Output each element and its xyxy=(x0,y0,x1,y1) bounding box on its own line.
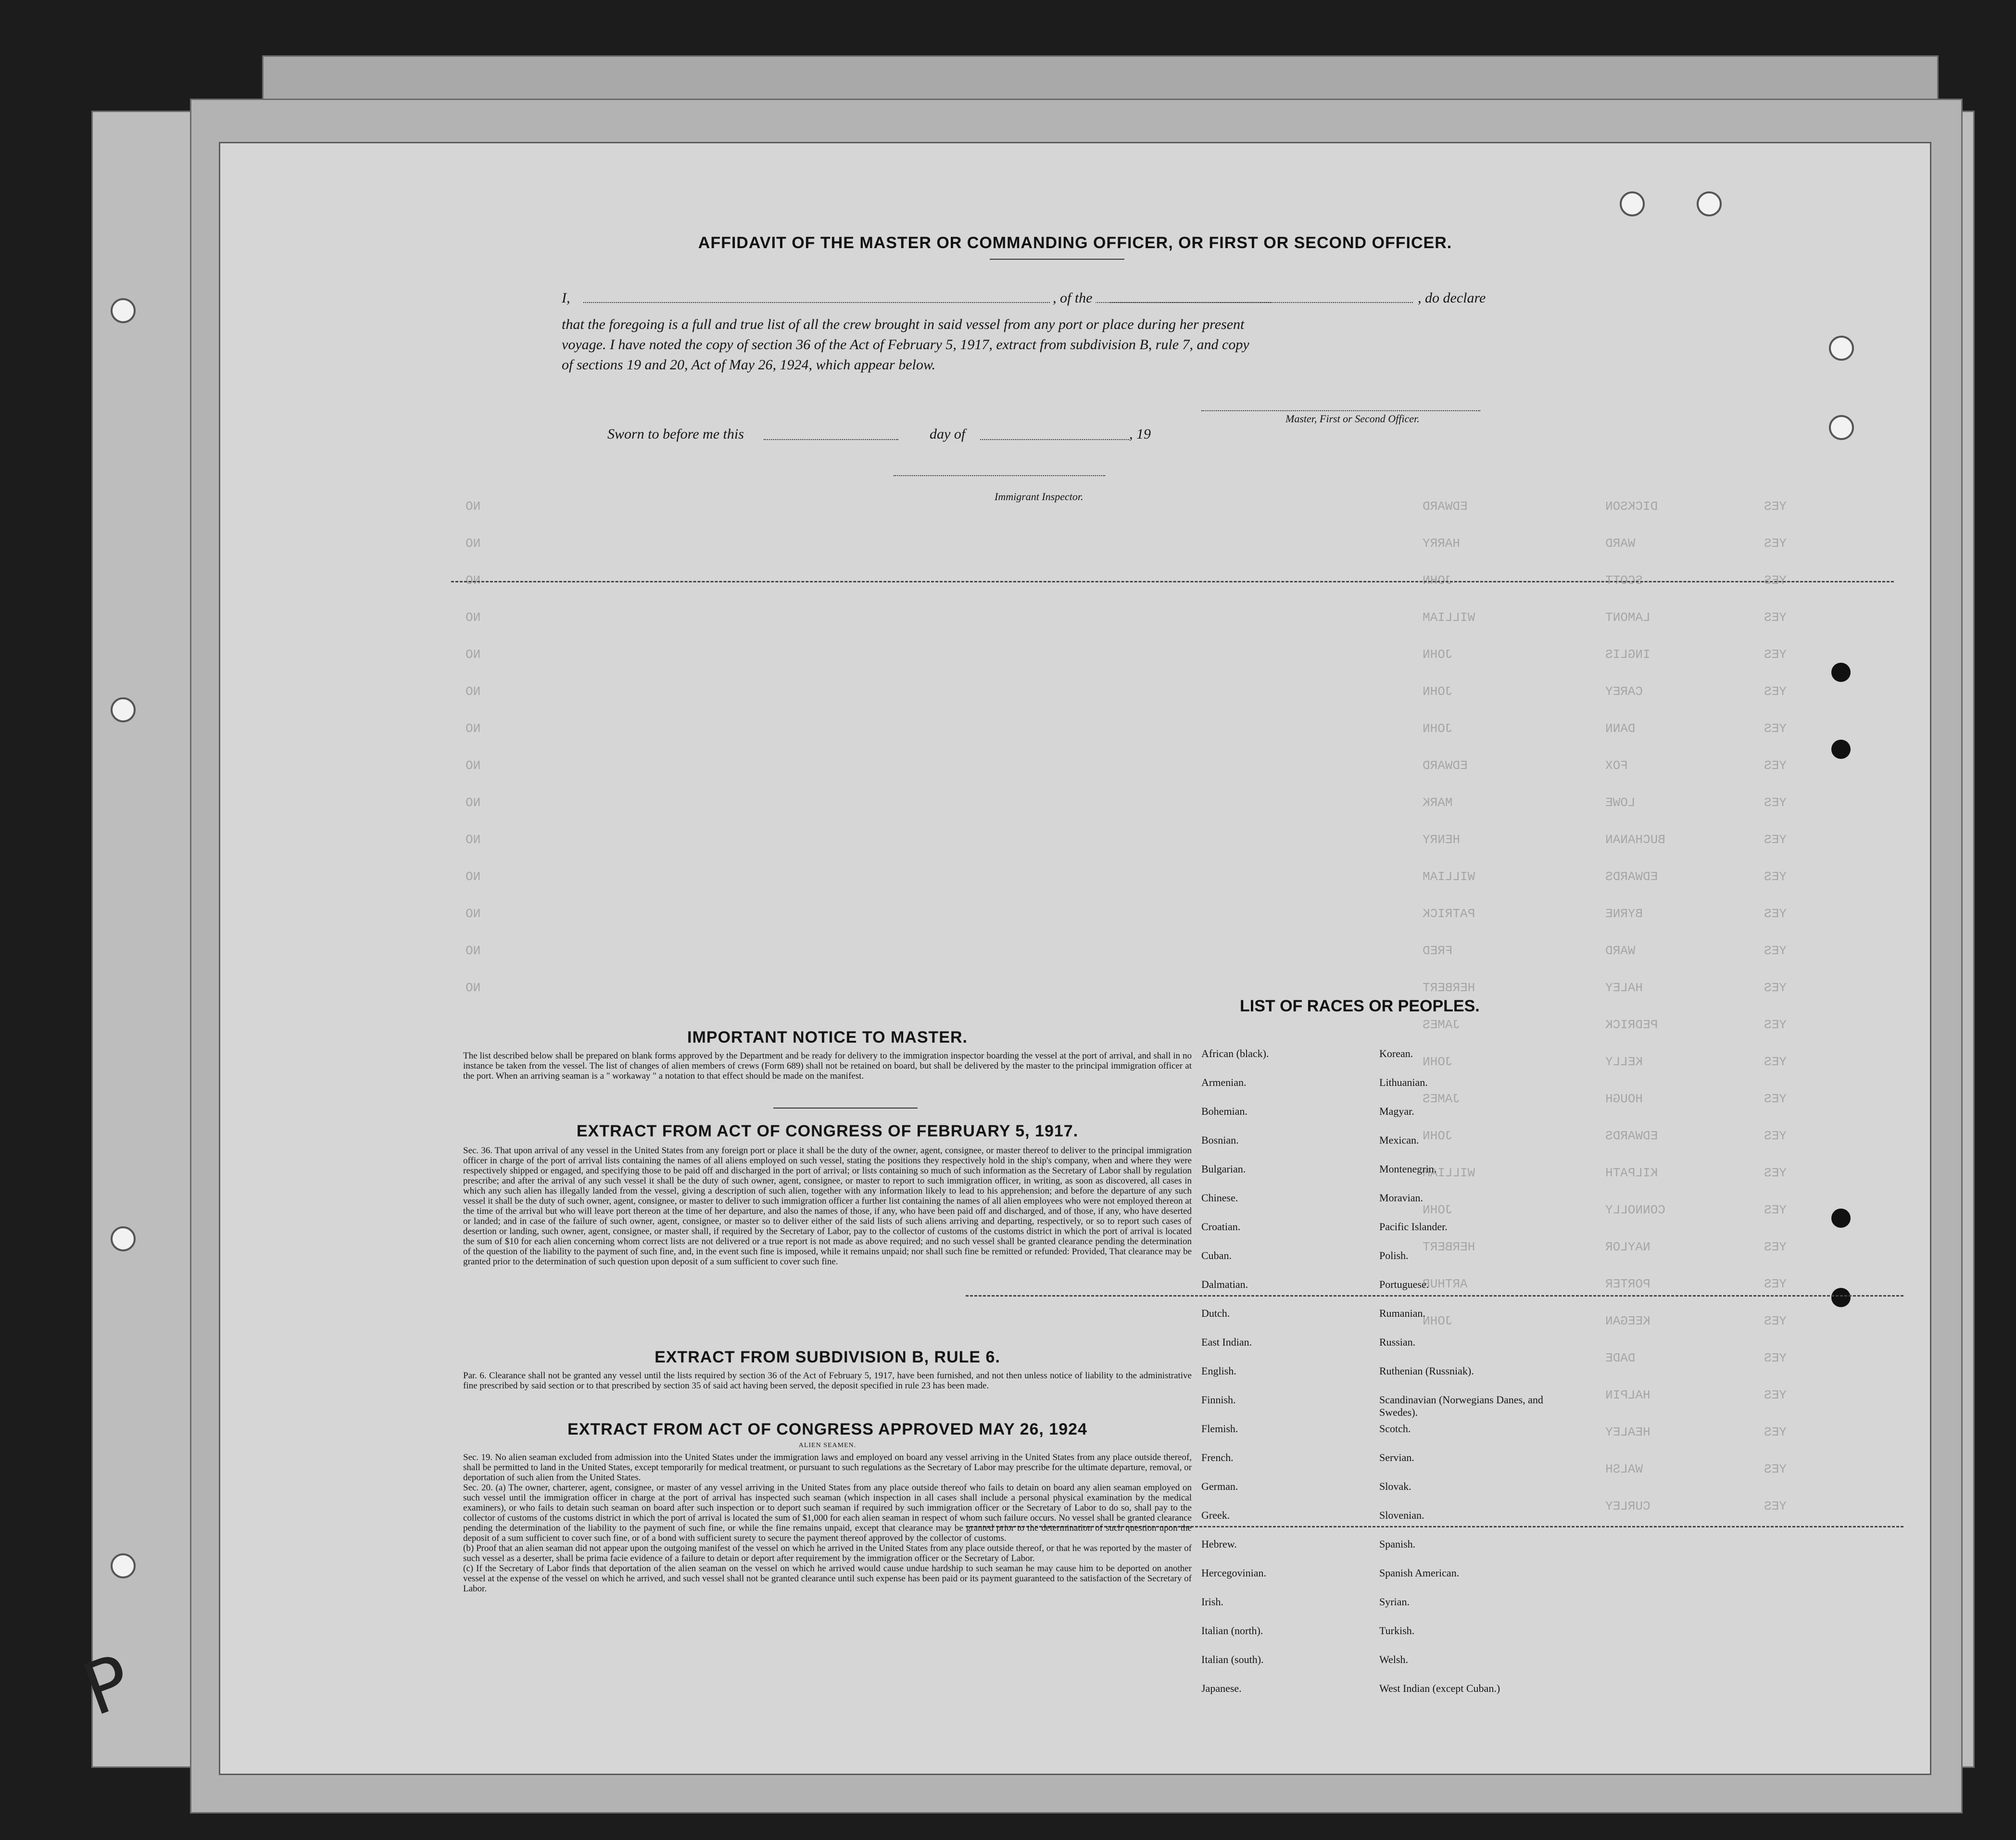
punch-hole-icon xyxy=(1829,336,1854,361)
show-through-surname: LAMONT xyxy=(1605,610,1651,625)
notice-body: The list described below shall be prepared on blank forms approved by the Department and be ready for delivery to the immigration inspector boarding the vessel at the port of arrival, and shall in no instance be taken from the vessel. The list of changes of alien members of crews (Form 689) shall not be retained on board, but shall be delivered by the master to the principal immigration officer at the port. When an arriving seaman is a " workaway " a notation to that effect should be made on the manifest. xyxy=(463,1051,1192,1081)
affidavit-title: AFFIDAVIT OF THE MASTER OR COMMANDING OFFICER, OR FIRST OR SECOND OFFICER. xyxy=(698,234,1452,252)
show-through-surname: SCOTT xyxy=(1605,573,1643,588)
show-through-no: NO xyxy=(466,832,481,847)
race-item: Flemish. xyxy=(1201,1423,1238,1435)
show-through-given: JOHN xyxy=(1423,573,1453,588)
signature-label: Master, First or Second Officer. xyxy=(1285,413,1420,425)
race-item: Rumanian. xyxy=(1379,1307,1425,1319)
sec20a-text: Sec. 20. (a) The owner, charterer, agent, consignee, or master of any vessel arriving in the United States from any place outside thereof who fails to detain on board any alien seaman employed on such vessel until the immigration officer in charge at the port of arrival has inspected such seaman (which inspection in all cases shall include a personal physical examination by the medical examiners), or who fails to detain such seaman on board after such inspection or to deport such seaman if required by such immigration officer or the Secretary of Labor to do so, shall pay to the collector of customs of the customs district in which the port of arrival is located the sum of $1,000 for each alien seaman in respect of whom such failure occurs. No vessel shall be granted clearance pending the determination of the liability to the payment of such fine, or while the fine remains unpaid, except that clearance may be granted prior to the determination of such question upon the deposit of a sum sufficient to cover such fine, or of a bond with sufficient surety to secure the payment thereof approved by the collector of customs. xyxy=(463,1483,1192,1543)
show-through-surname: EDWARDS xyxy=(1605,870,1658,884)
show-through-given: JOHN xyxy=(1423,1055,1453,1069)
show-through-surname: CAREY xyxy=(1605,684,1643,699)
show-through-yes: YES xyxy=(1764,1018,1787,1032)
show-through-given: JOHN xyxy=(1423,1203,1453,1217)
show-through-surname: CONNOLLY xyxy=(1605,1203,1665,1217)
show-through-surname: KELLY xyxy=(1605,1055,1643,1069)
race-item: Croatian. xyxy=(1201,1221,1241,1233)
show-through-yes: YES xyxy=(1764,1203,1787,1217)
sec20b-text: (b) Proof that an alien seaman did not appear upon the outgoing manifest of the vessel on which he arrived in the United States from any place outside thereof, or that he was reported by the master of such vessel as a deserter, shall be prima facie evidence of a failure to detain or deport after requirement by the immigration officer or the Secretary of Labor. xyxy=(463,1543,1192,1563)
race-item: English. xyxy=(1201,1365,1236,1377)
show-through-no: NO xyxy=(466,795,481,810)
race-item: Bohemian. xyxy=(1201,1105,1247,1117)
show-through-given: JOHN xyxy=(1423,1314,1453,1328)
manifest-page xyxy=(72,142,1931,1775)
show-through-no: NO xyxy=(466,573,481,588)
race-item: Portuguese. xyxy=(1379,1278,1429,1290)
race-item: Korean. xyxy=(1379,1047,1413,1059)
sec19-text: Sec. 19. No alien seaman excluded from admission into the United States under the immigration laws and employed on board any vessel arriving in the United States from any place outside thereof, shall be permitted to land in the United States, except temporarily for medical treatment, or pursuant to such regulations as the Secretary of Labor may prescribe for the ultimate departure, removal, or deportation of such alien from the United States. xyxy=(463,1452,1192,1483)
show-through-no: NO xyxy=(466,981,481,995)
race-item: Syrian. xyxy=(1379,1596,1410,1608)
section-rule xyxy=(773,1108,918,1109)
affidavit-line2: that the foregoing is a full and true list of all the crew brought in said vessel from any port or place during her present xyxy=(562,316,1245,332)
race-item: Armenian. xyxy=(1201,1076,1247,1088)
handwritten-mark: P xyxy=(72,1638,142,1733)
show-through-yes: YES xyxy=(1764,981,1787,995)
race-item: African (black). xyxy=(1201,1047,1269,1059)
show-through-yes: YES xyxy=(1764,1277,1787,1291)
show-through-yes: YES xyxy=(1764,1092,1787,1106)
extract-1924-heading: EXTRACT FROM ACT OF CONGRESS APPROVED MAY 26, 1924 xyxy=(567,1420,1087,1438)
races-title: LIST OF RACES OR PEOPLES. xyxy=(1240,997,1480,1015)
show-through-given: WILLIAM xyxy=(1423,870,1475,884)
punch-hole-icon xyxy=(1831,740,1851,759)
race-item: Greek. xyxy=(1201,1509,1230,1521)
show-through-no: NO xyxy=(466,499,481,514)
show-through-no: NO xyxy=(466,758,481,773)
sworn-label: Sworn to before me this xyxy=(607,426,744,442)
show-through-given: HERBERT xyxy=(1423,1240,1475,1254)
show-through-yes: YES xyxy=(1764,944,1787,958)
race-item: Spanish American. xyxy=(1379,1567,1460,1579)
show-through-surname: WARD xyxy=(1605,944,1636,958)
race-item: Montenegrin. xyxy=(1379,1163,1437,1175)
punch-hole-icon xyxy=(111,298,136,323)
race-item: Italian (north). xyxy=(1201,1625,1263,1637)
notice-to-master xyxy=(463,1028,1192,1081)
race-item: Dalmatian. xyxy=(1201,1278,1248,1290)
show-through-surname: LOWE xyxy=(1605,795,1636,810)
show-through-yes: YES xyxy=(1764,1425,1787,1439)
punch-hole-icon xyxy=(111,1553,136,1578)
show-through-given: EDWARD xyxy=(1423,499,1468,514)
show-through-given: JOHN xyxy=(1423,647,1453,662)
punch-hole-icon xyxy=(1697,191,1722,216)
race-item: Italian (south). xyxy=(1201,1653,1264,1665)
show-through-yes: YES xyxy=(1764,684,1787,699)
show-through-yes: YES xyxy=(1764,1166,1787,1180)
race-item: Servian. xyxy=(1379,1451,1414,1463)
sworn-month-line[interactable] xyxy=(980,439,1129,440)
affidavit-declare: , do declare xyxy=(1418,290,1486,306)
show-through-surname: PORTER xyxy=(1605,1277,1651,1291)
show-through-surname: BYRNE xyxy=(1605,907,1643,921)
races-left-column xyxy=(1201,1047,1269,1711)
show-through-yes: YES xyxy=(1764,610,1787,625)
show-through-given: HENRY xyxy=(1423,832,1461,847)
extract-rule6-heading: EXTRACT FROM SUBDIVISION B, RULE 6. xyxy=(655,1348,1000,1366)
show-through-yes: YES xyxy=(1764,1351,1787,1365)
show-through-surname: CURLEY xyxy=(1605,1499,1651,1513)
show-through-given: JAMES xyxy=(1423,1018,1461,1032)
show-through-no: NO xyxy=(466,647,481,662)
race-item: Russian. xyxy=(1379,1336,1416,1348)
show-through-surname: PEDRICK xyxy=(1605,1018,1658,1032)
show-through-surname: DANN xyxy=(1605,721,1636,736)
race-item: Irish. xyxy=(1201,1596,1223,1608)
show-through-no: NO xyxy=(466,870,481,884)
show-through-given: HERBERT xyxy=(1423,981,1475,995)
race-item: Lithuanian. xyxy=(1379,1076,1428,1088)
show-through-surname: NAYLOR xyxy=(1605,1240,1651,1254)
race-item: Pacific Islander. xyxy=(1379,1221,1448,1233)
show-through-given: WILLIAM xyxy=(1423,1166,1475,1180)
show-through-yes: YES xyxy=(1764,870,1787,884)
show-through-surname: BUCHANAN xyxy=(1605,832,1665,847)
race-item: Ruthenian (Russniak). xyxy=(1379,1365,1474,1377)
show-through-yes: YES xyxy=(1764,758,1787,773)
vessel-line[interactable] xyxy=(1110,302,1413,303)
show-through-no: NO xyxy=(466,907,481,921)
show-through-yes: YES xyxy=(1764,536,1787,551)
alien-seamen-subheading: ALIEN SEAMEN. xyxy=(798,1442,857,1449)
race-item: West Indian (except Cuban.) xyxy=(1379,1682,1500,1694)
extract-1917 xyxy=(463,1122,1192,1267)
show-through-no: NO xyxy=(466,944,481,958)
race-item: Japanese. xyxy=(1201,1682,1242,1694)
extract-rule6-body: Par. 6. Clearance shall not be granted any vessel until the lists required by section 36 of the Act of February 5, 1917, have been furnished, and not then unless notice of liability to the administrative fine prescribed by said section or to that prescribed by section 35 of said act having been served, the deposit specified in rule 23 has been made. xyxy=(463,1371,1192,1391)
show-through-given: FRED xyxy=(1423,944,1453,958)
show-through-surname: DICKSON xyxy=(1605,499,1658,514)
show-through-no: NO xyxy=(466,536,481,551)
punch-hole-icon xyxy=(1829,415,1854,440)
punch-hole-icon xyxy=(111,697,136,722)
affidavit-line4: of sections 19 and 20, Act of May 26, 1924, which appear below. xyxy=(562,357,936,373)
race-item: Welsh. xyxy=(1379,1653,1408,1665)
show-through-yes: YES xyxy=(1764,795,1787,810)
punch-hole-icon xyxy=(1620,191,1645,216)
affidavit-of-the: , of the xyxy=(1050,290,1096,306)
year-label: , 19 xyxy=(1129,426,1151,442)
dashed-separator xyxy=(451,581,1894,582)
show-through-yes: YES xyxy=(1764,1499,1787,1513)
punch-hole-icon xyxy=(1831,663,1851,682)
show-through-given: JOHN xyxy=(1423,1129,1453,1143)
race-item: Spanish. xyxy=(1379,1538,1416,1550)
show-through-yes: YES xyxy=(1764,907,1787,921)
show-through-given: MARK xyxy=(1423,795,1453,810)
show-through-yes: YES xyxy=(1764,832,1787,847)
show-through-surname: HALEY xyxy=(1605,981,1643,995)
inspector-label: Immigrant Inspector. xyxy=(995,491,1084,503)
show-through-no: NO xyxy=(466,721,481,736)
show-through-given: ARTHUR xyxy=(1423,1277,1468,1291)
show-through-surname: KEEGAN xyxy=(1605,1314,1651,1328)
show-through-yes: YES xyxy=(1764,1388,1787,1402)
race-item: Slovak. xyxy=(1379,1480,1411,1492)
race-item: Bulgarian. xyxy=(1201,1163,1246,1175)
race-item: Scandinavian (Norwegians Danes, and Swedes). xyxy=(1379,1394,1543,1418)
signature-line[interactable] xyxy=(1201,410,1480,411)
show-through-yes: YES xyxy=(1764,647,1787,662)
race-item: Hebrew. xyxy=(1201,1538,1237,1550)
affidavit-line3: voyage. I have noted the copy of section 36 of the Act of February 5, 1917, extract from subdivision B, rule 7, and copy xyxy=(562,337,1249,353)
affidavit-i: I, xyxy=(562,290,570,306)
show-through-given: JAMES xyxy=(1423,1092,1461,1106)
show-through-given: JOHN xyxy=(1423,721,1453,736)
show-through-surname: HALPIN xyxy=(1605,1388,1651,1402)
show-through-yes: YES xyxy=(1764,1314,1787,1328)
races-right-column xyxy=(1379,1047,1552,1711)
show-through-yes: YES xyxy=(1764,499,1787,514)
race-item: German. xyxy=(1201,1480,1238,1492)
show-through-surname: HOUGH xyxy=(1605,1092,1643,1106)
race-item: Hercegovinian. xyxy=(1201,1567,1266,1579)
show-through-surname: INGLIS xyxy=(1605,647,1651,662)
show-through-given: EDWARD xyxy=(1423,758,1468,773)
title-rule xyxy=(990,259,1124,260)
race-item: Moravian. xyxy=(1379,1192,1424,1204)
race-item: Magyar. xyxy=(1379,1105,1414,1117)
day-of-label: day of xyxy=(930,426,966,442)
race-item: Bosnian. xyxy=(1201,1134,1239,1146)
show-through-surname: FOX xyxy=(1605,758,1628,773)
sec20c-text: (c) If the Secretary of Labor finds that deportation of the alien seaman on the vessel on which he arrived would cause undue hardship to such seaman he may cause him to be deported on another vessel at the expense of the vessel on which he arrived, and such vessel shall not be granted clearance until such expense has been paid or its payment guaranteed to the satisfaction of the Secretary of Labor. xyxy=(463,1563,1192,1594)
show-through-yes: YES xyxy=(1764,1055,1787,1069)
punch-hole-icon xyxy=(1831,1288,1851,1307)
race-item: Dutch. xyxy=(1201,1307,1230,1319)
punch-hole-icon xyxy=(111,1226,136,1251)
extract-1917-heading: EXTRACT FROM ACT OF CONGRESS OF FEBRUARY 5, 1917. xyxy=(576,1122,1079,1140)
show-through-yes: YES xyxy=(1764,721,1787,736)
race-item: Finnish. xyxy=(1201,1394,1236,1406)
show-through-yes: YES xyxy=(1764,1462,1787,1476)
show-through-no: NO xyxy=(466,610,481,625)
show-through-surname: WALSH xyxy=(1605,1462,1643,1476)
race-item: East Indian. xyxy=(1201,1336,1252,1348)
race-item: French. xyxy=(1201,1451,1234,1463)
show-through-surname: DADE xyxy=(1605,1351,1636,1365)
punch-hole-icon xyxy=(1831,1209,1851,1228)
extract-rule6 xyxy=(463,1348,1192,1391)
show-through-given: WILLIAM xyxy=(1423,610,1475,625)
notice-heading: IMPORTANT NOTICE TO MASTER. xyxy=(687,1028,968,1046)
extract-1924 xyxy=(463,1420,1192,1594)
inspector-line[interactable] xyxy=(894,475,1105,476)
show-through-surname: WARD xyxy=(1605,536,1636,551)
show-through-surname: HEALEY xyxy=(1605,1425,1651,1439)
show-through-surname: KILPATH xyxy=(1605,1166,1658,1180)
race-item: Scotch. xyxy=(1379,1423,1411,1435)
show-through-surname: EDWARDS xyxy=(1605,1129,1658,1143)
show-through-yes: YES xyxy=(1764,1240,1787,1254)
extract-1917-body: Sec. 36. That upon arrival of any vessel in the United States from any foreign port or place it shall be the duty of the owner, agent, consignee, or master thereof to deliver to the principal immigration officer in charge of the port of arrival lists containing the names of all aliens employed on such vessel, stating the positions they respectively hold in the ship's company, when and where they were respectively shipped or engaged, and specifying those to be paid off and discharged in the port of arrival; or lists containing so much of such information as the Secretary of Labor shall by regulation prescribe; and after the arrival of any such vessel it shall be the duty of such owner, agent, consignee, or master to report to such immigration officer, in writing, as soon as discovered, all cases in which any such alien has illegally landed from the vessel, giving a description of such alien, together with any information likely to lead to his apprehension; and before the departure of any such vessel it shall be the duty of such owner, agent, consignee, or master to deliver to such immigration officer a further list containing the names of all alien employees who were not employed thereon at the time of the arrival but who will leave port thereon at the time of her departure, and also the names of those, if any, who have been paid off and discharged, and of those, if any, who have deserted or landed; and in case of the failure of such owner, agent, consignee, or master so to deliver either of the said lists of such aliens arriving and departing, respectively, or so to report such cases of desertion or landing, such owner, agent, consignee, or master shall, if required by the Secretary of Labor, pay to the collector of customs of the customs district in which the port of arrival is located the sum of $10 for each alien concerning whom correct lists are not delivered or a true report is not made as above required; and no such vessel shall be granted clearance pending the determination of the question of the liability to the payment of such fine, and, in the event such fine is imposed, while it remains unpaid; nor shall such fine be remitted or refunded: Provided, That clearance may be granted prior to the determination of such question upon deposit of a sum sufficient to cover such fine. xyxy=(463,1146,1192,1267)
show-through-given: HARRY xyxy=(1423,536,1461,551)
show-through-given: JOHN xyxy=(1423,684,1453,699)
race-item: Mexican. xyxy=(1379,1134,1419,1146)
race-item: Polish. xyxy=(1379,1249,1409,1261)
race-item: Slovenian. xyxy=(1379,1509,1424,1521)
race-item: Cuban. xyxy=(1201,1249,1232,1261)
race-item: Chinese. xyxy=(1201,1192,1238,1204)
race-item: Turkish. xyxy=(1379,1625,1415,1637)
show-through-given: PATRICK xyxy=(1423,907,1475,921)
show-through-yes: YES xyxy=(1764,573,1787,588)
sworn-day-line[interactable] xyxy=(764,439,898,440)
show-through-yes: YES xyxy=(1764,1129,1787,1143)
show-through-no: NO xyxy=(466,684,481,699)
